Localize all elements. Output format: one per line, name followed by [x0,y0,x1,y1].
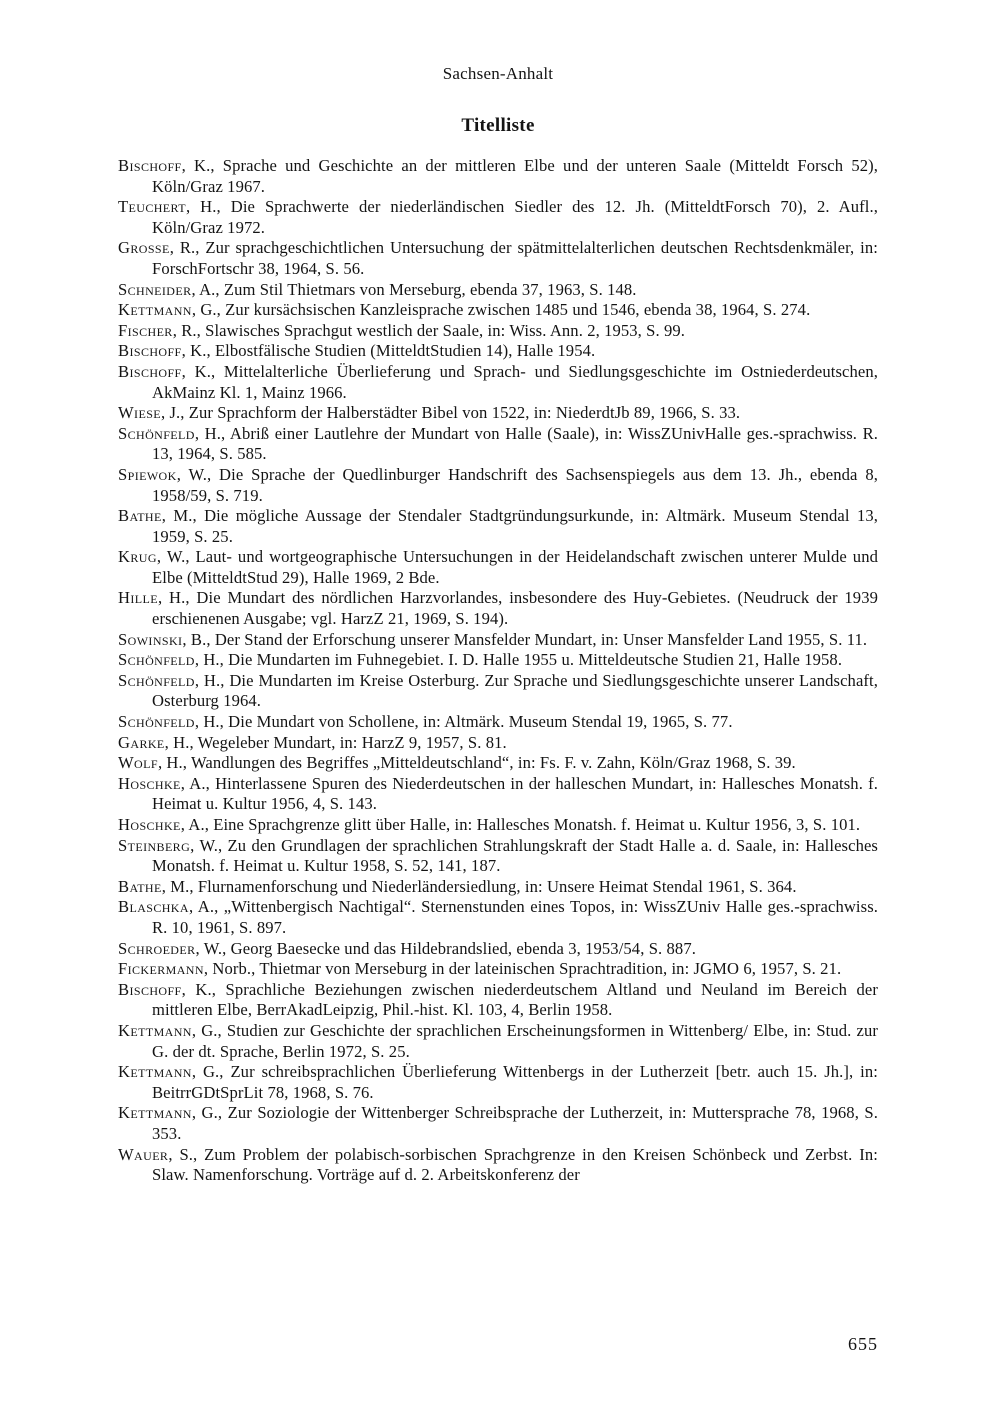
entry-citation: , A., Eine Sprachgrenze glitt über Halle, in: Hallesches Monatsh. f. Heimat u. Kultur 1956, 3, S. 101. [180,815,861,834]
bibliography-entry [118,959,878,980]
entry-citation: , H., Die Mundart von Schollene, in: Altmärk. Museum Stendal 19, 1965, S. 77. [194,712,733,732]
entry-citation: , A., „Wittenbergisch Nachtigal“. Sternenstunden eines Topos, in: WissZUniv Halle ges.-sprachwiss. R. 10, 1961, S. 897. [152,897,878,937]
entry-author: Bathe [118,506,162,526]
entry-citation: , Norb., Thietmar von Merseburg in der lateinischen Sprachtradition, in: JGMO 6, 1957, S. 21. [203,959,842,979]
bibliography-entry [118,156,878,197]
entry-citation: , G., Zur Soziologie der Wittenberger Schreibsprache der Lutherzeit, in: Muttersprache 78, 1968, S. 353. [152,1103,878,1143]
entry-author: Kettmann [118,300,192,320]
entry-citation: , K., Mittelalterliche Überlieferung und Sprach- und Siedlungsgeschichte im Ostniederdeutschen, AkMainz Kl. 1, Mainz 1966. [152,361,878,402]
entry-citation: , W., Laut- und wortgeographische Untersuchungen in der Heidelandschaft zwischen unterer Mulde und Elbe (MitteldtStud 29), Halle 1969, 2 Bde. [152,547,878,587]
entry-author: Kettmann [118,1020,192,1040]
entry-author: Hoschke [118,773,181,793]
entry-author: Bathe [118,876,162,896]
bibliography-entry [118,362,878,403]
bibliography-entry [118,1145,878,1186]
entry-author: Grosse [118,238,170,258]
entry-citation: , W., Die Sprache der Quedlinburger Handschrift des Sachsenspiegels aus dem 13. Jh., ebenda 8, 1958/59, S. 719. [152,464,878,505]
entry-author: Garke [118,732,165,752]
bibliography-entry [118,877,878,898]
entry-author: Schroeder [118,938,196,958]
entry-author: Bischoff [118,341,182,361]
bibliography-entry [118,424,878,465]
entry-author: Krug [118,547,157,567]
entry-author: Wauer [118,1144,169,1164]
bibliography-entry [118,280,878,301]
bibliography-entry [118,836,878,877]
entry-citation: , A., Hinterlassene Spuren des Niederdeutschen in der halleschen Mundart, in: Hallesches Monatsh. f. Heimat u. Kultur 1956, 4, S. 143. [152,773,878,814]
entry-author: Wolf [118,753,158,773]
entry-author: Sowinski [118,629,183,649]
bibliography-entry [118,774,878,815]
bibliography-entry [118,980,878,1021]
entry-author: Schneider [118,279,192,299]
bibliography-entry [118,939,878,960]
bibliography-entry [118,815,878,836]
bibliography-entry [118,321,878,342]
entry-citation: , G., Zur schreibsprachlichen Überlieferung Wittenbergs in der Lutherzeit [betr. auch 15. Jh.], in: BeitrrGDtSprLit 78, 1968, S. 76. [152,1062,878,1102]
entry-author: Bischoff [118,156,182,175]
entry-author: Kettmann [118,1062,192,1082]
entry-citation: , B., Der Stand der Erforschung unserer Mansfelder Mundart, in: Unser Mansfelder Land 1955, S. 11. [182,629,868,649]
bibliography-entry [118,630,878,651]
entry-citation: , R., Zur sprachgeschichtlichen Untersuchung der spätmittelalterlichen deutschen Rechtsdenkmäler, in: ForschFortschr 38, 1964, S. 56. [152,238,878,278]
entry-citation: , G., Zur kursächsischen Kanzleisprache zwischen 1485 und 1546, ebenda 38, 1964, S. 274. [191,300,811,320]
entry-citation: , A., Zum Stil Thietmars von Merseburg, ebenda 37, 1963, S. 148. [191,279,637,299]
entry-author: Schönfeld [118,712,195,732]
entry-author: Kettmann [118,1103,192,1123]
entry-citation: , H., Wegeleber Mundart, in: HarzZ 9, 1957, S. 81. [164,732,507,752]
entry-citation: , W., Georg Baesecke und das Hildebrandslied, ebenda 3, 1953/54, S. 887. [195,938,696,958]
bibliography-entry [118,238,878,279]
entry-author: Fischer [118,320,173,340]
bibliography-entry [118,1103,878,1144]
entry-author: Teuchert [118,197,186,217]
entry-citation: , J., Zur Sprachform der Halberstädter Bibel von 1522, in: NiederdtJb 89, 1966, S. 33. [161,403,741,423]
entry-author: Hille [118,588,158,608]
entry-citation: , K., Sprachliche Beziehungen zwischen niederdeutschem Altland und Neuland im Bereich der mittleren Elbe, BerrAkadLeipzig, Phil.-hist. Kl. 103, 4, Berlin 1958. [152,979,878,1020]
bibliography-entry [118,753,878,774]
bibliography-entry [118,547,878,588]
entry-author: Blaschka [118,897,189,917]
entry-citation: , W., Zu den Grundlagen der sprachlichen Strahlungskraft der Stadt Halle a. d. Saale, in: Hallesches Monatsh. f. Heimat u. Kultur 1958, S. 52, 141, 187. [152,835,878,876]
bibliography-entry [118,712,878,733]
entry-citation: , K., Sprache und Geschichte an der mittleren Elbe und der unteren Saale (Mitteldt Forsch 52), Köln/Graz 1967. [152,156,878,196]
bibliography-entry [118,300,878,321]
entry-author: Hoschke [118,815,181,834]
entry-citation: , H., Die Sprachwerte der niederländischen Siedler des 12. Jh. (MitteldtForsch 70), 2. Aufl., Köln/Graz 1972. [152,197,878,237]
entry-citation: , S., Zum Problem der polabisch-sorbischen Sprachgrenze in den Kreisen Schönbeck und Zerbst. In: Slaw. Namenforschung. Vorträge auf d. 2. Arbeitskonferenz der [152,1144,878,1185]
entry-citation: , H., Die Mundarten im Fuhnegebiet. I. D. Halle 1955 u. Mitteldeutsche Studien 21, Halle 1958. [194,650,843,670]
bibliography-entry [118,588,878,629]
entry-citation: , H., Abriß einer Lautlehre der Mundart von Halle (Saale), in: WissZUnivHalle ges.-sprachwiss. R. 13, 1964, S. 585. [152,423,878,464]
bibliography-entry [118,650,878,671]
entry-author: Fickermann [118,959,204,979]
entry-citation: , G., Studien zur Geschichte der sprachlichen Erscheinungsformen in Wittenberg/ Elbe, in: Stud. zur G. der dt. Sprache, Berlin 1972, S. 25. [152,1020,878,1061]
running-head: Sachsen-Anhalt [442,64,554,83]
bibliography-entry [118,506,878,547]
entry-citation: , M., Flurnamenforschung und Niederländersiedlung, in: Unsere Heimat Stendal 1961, S. 364. [161,876,797,896]
bibliography-entry [118,1021,878,1062]
entry-citation: , M., Die mögliche Aussage der Stendaler Stadtgründungsurkunde, in: Altmärk. Museum Stendal 13, 1959, S. 25. [152,506,878,546]
entry-author: Bischoff [118,979,182,999]
bibliography-entry [118,1062,878,1103]
entry-author: Wiese [118,403,161,423]
bibliography-entry [118,341,878,362]
entry-citation: , K., Elbostfälische Studien (MitteldtStudien 14), Halle 1954. [181,341,596,361]
entry-author: Schönfeld [118,423,195,443]
bibliography-entry [118,733,878,754]
entry-author: Spiewok [118,464,177,484]
bibliography-entry [118,197,878,238]
entry-citation: , H., Die Mundart des nördlichen Harzvorlandes, insbesondere des Huy-Gebietes. (Neudruck der 1939 erschienenen Ausgabe; vgl. HarzZ 21, 1969, S. 194). [152,588,878,629]
bibliography-entry [118,403,878,424]
page-title: Titelliste [461,115,535,136]
bibliography-entry [118,897,878,938]
entry-author: Bischoff [118,361,182,381]
entry-citation: , H., Die Mundarten im Kreise Osterburg. Zur Sprache und Siedlungsgeschichte unserer Landschaft, Osterburg 1964. [152,670,878,711]
entry-citation: , H., Wandlungen des Begriffes „Mitteldeutschland“, in: Fs. F. v. Zahn, Köln/Graz 1968, S. 39. [157,753,796,773]
entry-author: Steinberg [118,835,191,855]
bibliography-list [118,156,878,1186]
entry-author: Schönfeld [118,670,195,690]
entry-citation: , R., Slawisches Sprachgut westlich der Saale, in: Wiss. Ann. 2, 1953, S. 99. [172,320,686,340]
page-number: 655 [848,1334,878,1354]
bibliography-entry [118,465,878,506]
entry-author: Schönfeld [118,650,195,670]
bibliography-entry [118,671,878,712]
